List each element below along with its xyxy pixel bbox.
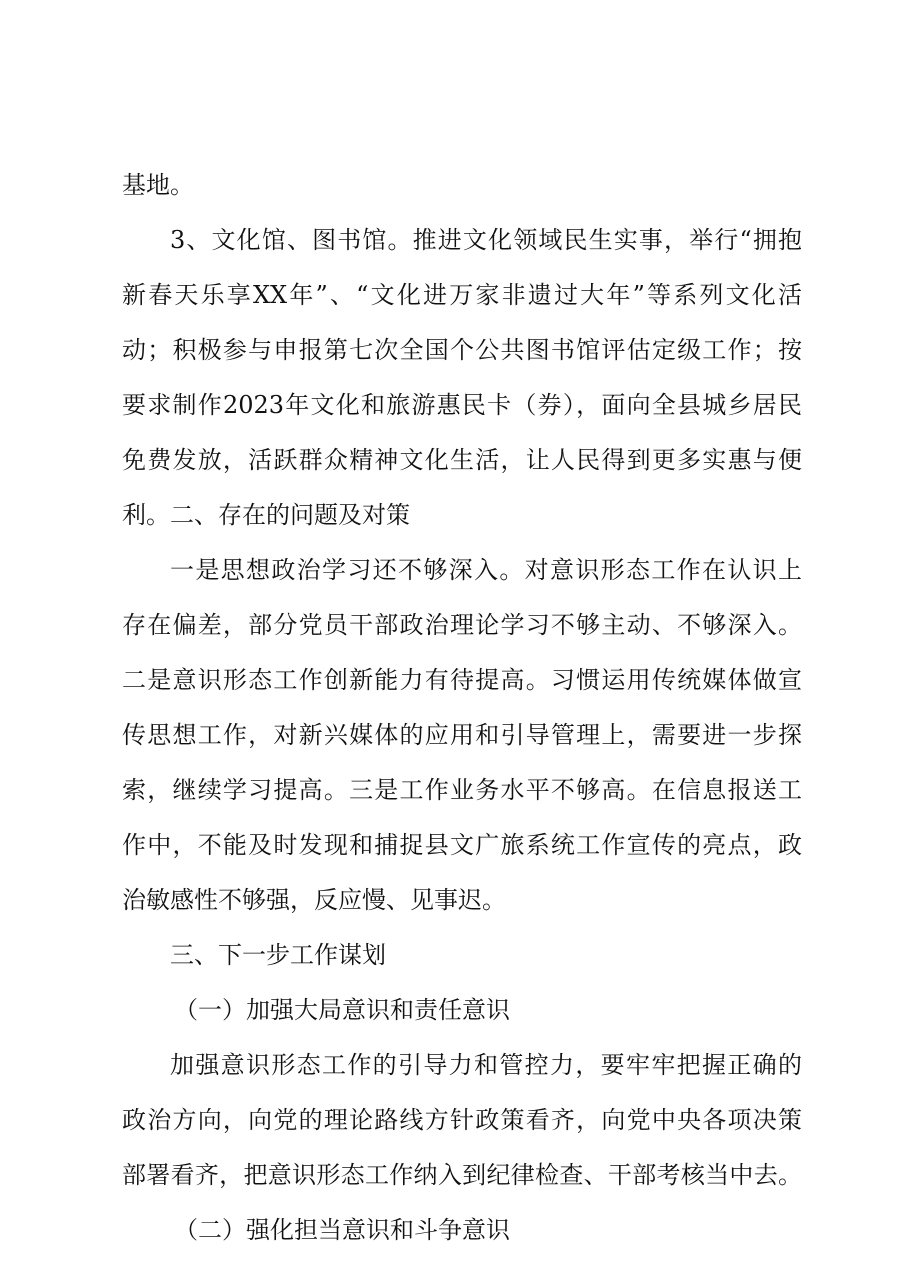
subsection-heading: （一）加强大局意识和责任意识: [174, 996, 510, 1024]
text-line: 治敏感性不够强，反应慢、见事迟。: [122, 886, 506, 914]
text-line: 存在偏差，部分党员干部政治理论学习不够主动、不够深入。: [122, 611, 802, 639]
subsection-heading: （二）强化担当意识和斗争意识: [174, 1216, 510, 1244]
text-line: 加强意识形态工作的引导力和管控力，要牢牢把握正确的: [170, 1051, 802, 1079]
text-line: 基地。: [122, 171, 194, 199]
text-line: 动；积极参与申报第七次全国个公共图书馆评估定级工作；按: [122, 336, 802, 364]
text-line: 传思想工作，对新兴媒体的应用和引导管理上，需要进一步探: [122, 721, 802, 749]
section-heading: 三、下一步工作谋划: [170, 941, 386, 969]
text-line: 利。二、存在的问题及对策: [122, 501, 410, 529]
text-line: 要求制作2023年文化和旅游惠民卡（券），面向全县城乡居民: [122, 391, 802, 419]
text-line: 新春天乐享XX年”、“文化进万家非遗过大年”等系列文化活: [122, 281, 802, 309]
text-line: 政治方向，向党的理论路线方针政策看齐，向党中央各项决策: [122, 1106, 802, 1134]
text-line: 索，继续学习提高。三是工作业务水平不够高。在信息报送工: [122, 776, 802, 804]
text-line: 3、文化馆、图书馆。推进文化领域民生实事，举行“拥抱: [170, 226, 802, 254]
text-line: 一是思想政治学习还不够深入。对意识形态工作在认识上: [170, 556, 802, 584]
text-line: 作中，不能及时发现和捕捉县文广旅系统工作宣传的亮点，政: [122, 831, 802, 859]
text-line: 部署看齐，把意识形态工作纳入到纪律检查、干部考核当中去。: [122, 1161, 802, 1189]
text-line: 二是意识形态工作创新能力有待提高。习惯运用传统媒体做宣: [122, 666, 802, 694]
text-line: 免费发放，活跃群众精神文化生活，让人民得到更多实惠与便: [122, 446, 802, 474]
